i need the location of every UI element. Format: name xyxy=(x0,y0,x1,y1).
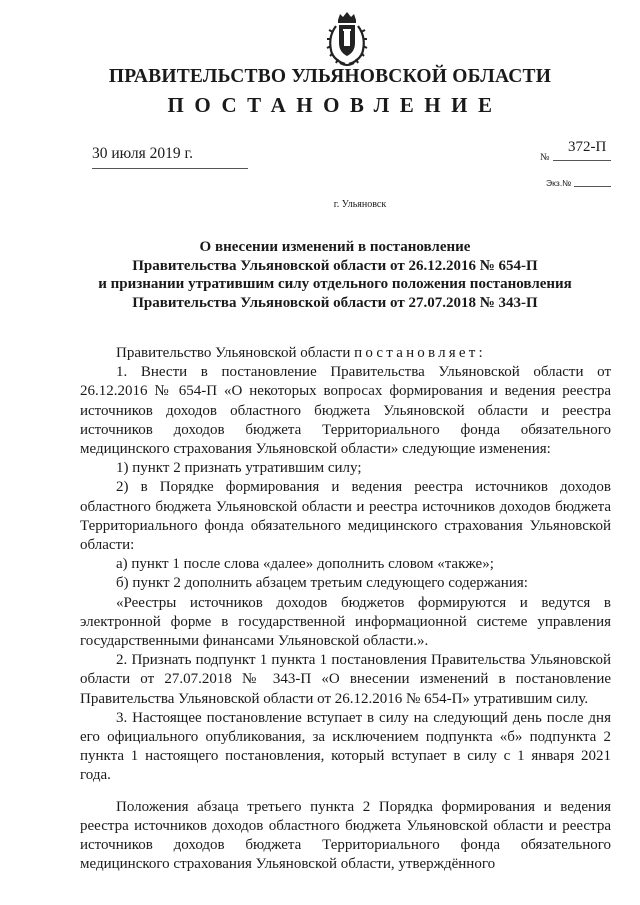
document-heading xyxy=(70,238,600,312)
paragraph-1-1: 1) пункт 2 признать утратившим силу; xyxy=(116,460,362,477)
organization-title: ПРАВИТЕЛЬСТВО УЛЬЯНОВСКОЙ ОБЛАСТИ xyxy=(108,66,552,87)
paragraph-1-2-b-quote: «Реестры источников доходов бюджетов формируются и ведутся в электронной форме в государственной информационной системе управления государственными финансами Ульяновской области.». xyxy=(80,594,611,650)
document-type-title: ПОСТАНОВЛЕНИЕ xyxy=(167,93,503,117)
heading-line: и признании утратившим силу отдельного положения постановления xyxy=(98,276,572,293)
number-underline xyxy=(553,160,611,161)
intro-suffix: : xyxy=(478,345,483,361)
paragraph-1-2-b: б) пункт 2 дополнить абзацем третьим следующего содержания: xyxy=(116,575,528,592)
intro-paragraph xyxy=(80,344,611,363)
paragraph-1-2-a: а) пункт 1 после слова «далее» дополнить словом «также»; xyxy=(116,556,494,573)
document-date: 30 июля 2019 г. xyxy=(92,145,193,162)
coat-of-arms-emblem xyxy=(323,10,371,68)
number-sign: № xyxy=(540,152,550,163)
paragraph-1: 1. Внести в постановление Правительства Ульяновской области от 26.12.2016 № 654-П «О некоторых вопросах формирования и ведения реестра источников доходов областного бюджета Ульяновской области и реестра источников доходов бюджета Территориального фонда обязательного медицинского страхования Ульяновской области» следующие изменения: xyxy=(80,364,611,458)
copy-number-underline xyxy=(574,186,611,187)
document-body xyxy=(80,344,611,874)
city-label: г. Ульяновск xyxy=(333,199,387,210)
intro-verb: постановляет xyxy=(354,345,479,361)
paragraph-1-2: 2) в Порядке формирования и ведения реестра источников доходов областного бюджета Ульяновской области и реестра источников доходов бюджета Территориального фонда обязательного медицинского страхования Ульяновской области: xyxy=(80,479,611,554)
document-number: 372-П xyxy=(568,139,607,155)
heading-line: Правительства Ульяновской области от 26.12.2016 № 654-П xyxy=(132,257,538,274)
paragraph-3: 3. Настоящее постановление вступает в силу на следующий день после дня его официального опубликования, за исключением подпункта «б» подпункта 2 пункта 1 настоящего постановления, который вступает в силу с 1 января 2021 года. xyxy=(80,709,611,784)
heading-line: О внесении изменений в постановление xyxy=(199,239,471,255)
date-underline xyxy=(92,168,248,169)
heading-line: Правительства Ульяновской области от 27.07.2018 № 343-П xyxy=(132,294,538,311)
paragraph-4: Положения абзаца третьего пункта 2 Порядка формирования и ведения реестра источников доходов областного бюджета Ульяновской области и реестра источников доходов бюджета Территориального фонда обязательного медицинского страхования Ульяновской области, утверждённого xyxy=(80,798,611,873)
intro-prefix: Правительство Ульяновской области xyxy=(116,345,351,361)
paragraph-2: 2. Признать подпункт 1 пункта 1 постановления Правительства Ульяновской области от 27.07.2018 № 343-П «О внесении изменений в постановление Правительства Ульяновской области от 26.12.2016 № 654-П» утратившим силу. xyxy=(80,652,611,707)
copy-number-label: Экз.№ xyxy=(546,178,572,188)
